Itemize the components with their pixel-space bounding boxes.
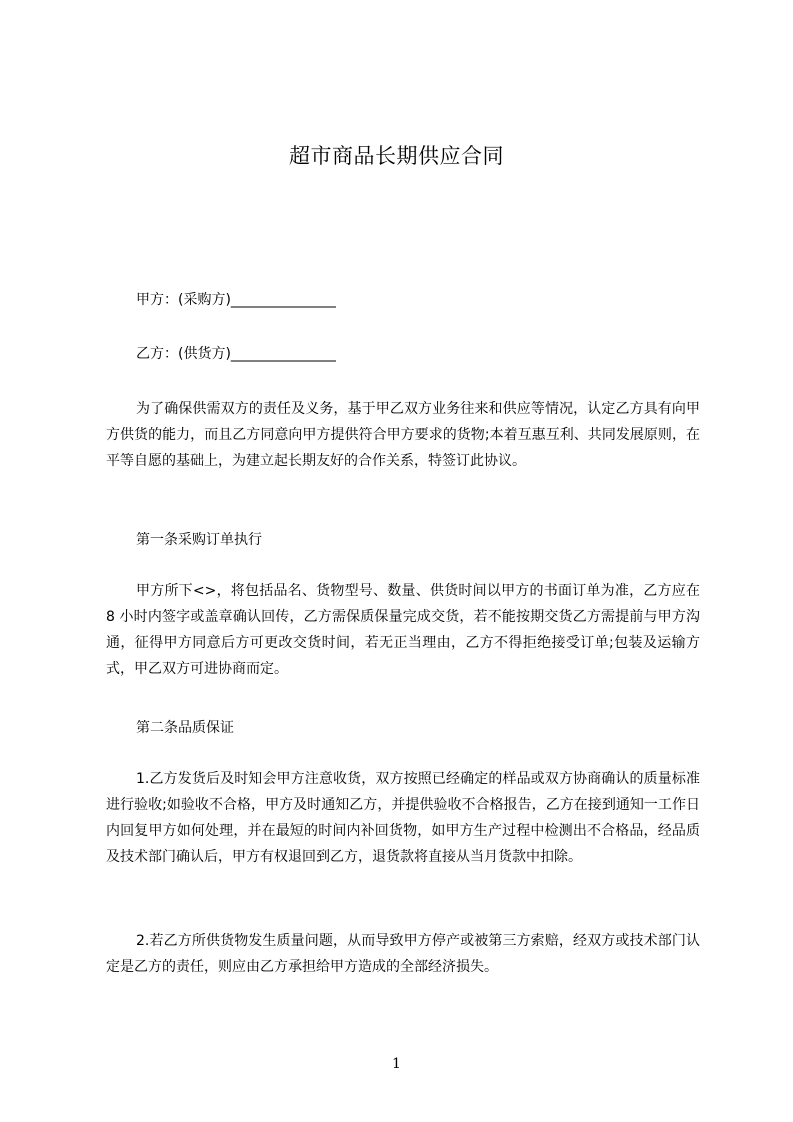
page-number: 1 [392, 1056, 401, 1072]
article-2-heading: 第二条品质保证 [136, 720, 234, 736]
intro-paragraph: 为了确保供需双方的责任及义务，基于甲乙双方业务往来和供应等情况，认定乙方具有向甲方供货的能力，而且乙方同意向甲方提供符合甲方要求的货物;本着互惠互利、共同发展原则，在平等自愿的基础上，为建立起长期友好的合作关系，特签订此协议。 [106, 401, 700, 469]
article-2-item-1: 1.乙方发货后及时知会甲方注意收货，双方按照已经确定的样品或双方协商确认的质量标准进行验收;如验收不合格，甲方及时通知乙方，并提供验收不合格报告，乙方在接到通知一工作日内回复甲方如何处理，并在最短的时间内补回货物，如甲方生产过程中检测出不合格品，经品质及技术部门确认后，甲方有权退回到乙方，退货款将直接从当月货款中扣除。 [106, 771, 700, 865]
article-1-heading: 第一条采购订单执行 [136, 532, 262, 548]
party-b-line: 乙方：(供货方)_______________ [136, 346, 336, 362]
document-title: 超市商品长期供应合同 [289, 144, 504, 168]
party-a-line: 甲方：(采购方)_______________ [136, 292, 336, 308]
article-2-item-2: 2.若乙方所供货物发生质量问题，从而导致甲方停产或被第三方索赔，经双方或技术部门认定是乙方的责任，则应由乙方承担给甲方造成的全部经济损失。 [106, 933, 700, 975]
article-1-body: 甲方所下<>，将包括品名、货物型号、数量、供货时间以甲方的书面订单为准，乙方应在 8 小时内签字或盖章确认回传，乙方需保质保量完成交货，若不能按期交货乙方需提前与甲方沟通，征得甲方同意后方可更改交货时间，若无正当理由，乙方不得拒绝接受订单;包装及运输方式，甲乙双方可进协商而定。 [106, 583, 700, 677]
